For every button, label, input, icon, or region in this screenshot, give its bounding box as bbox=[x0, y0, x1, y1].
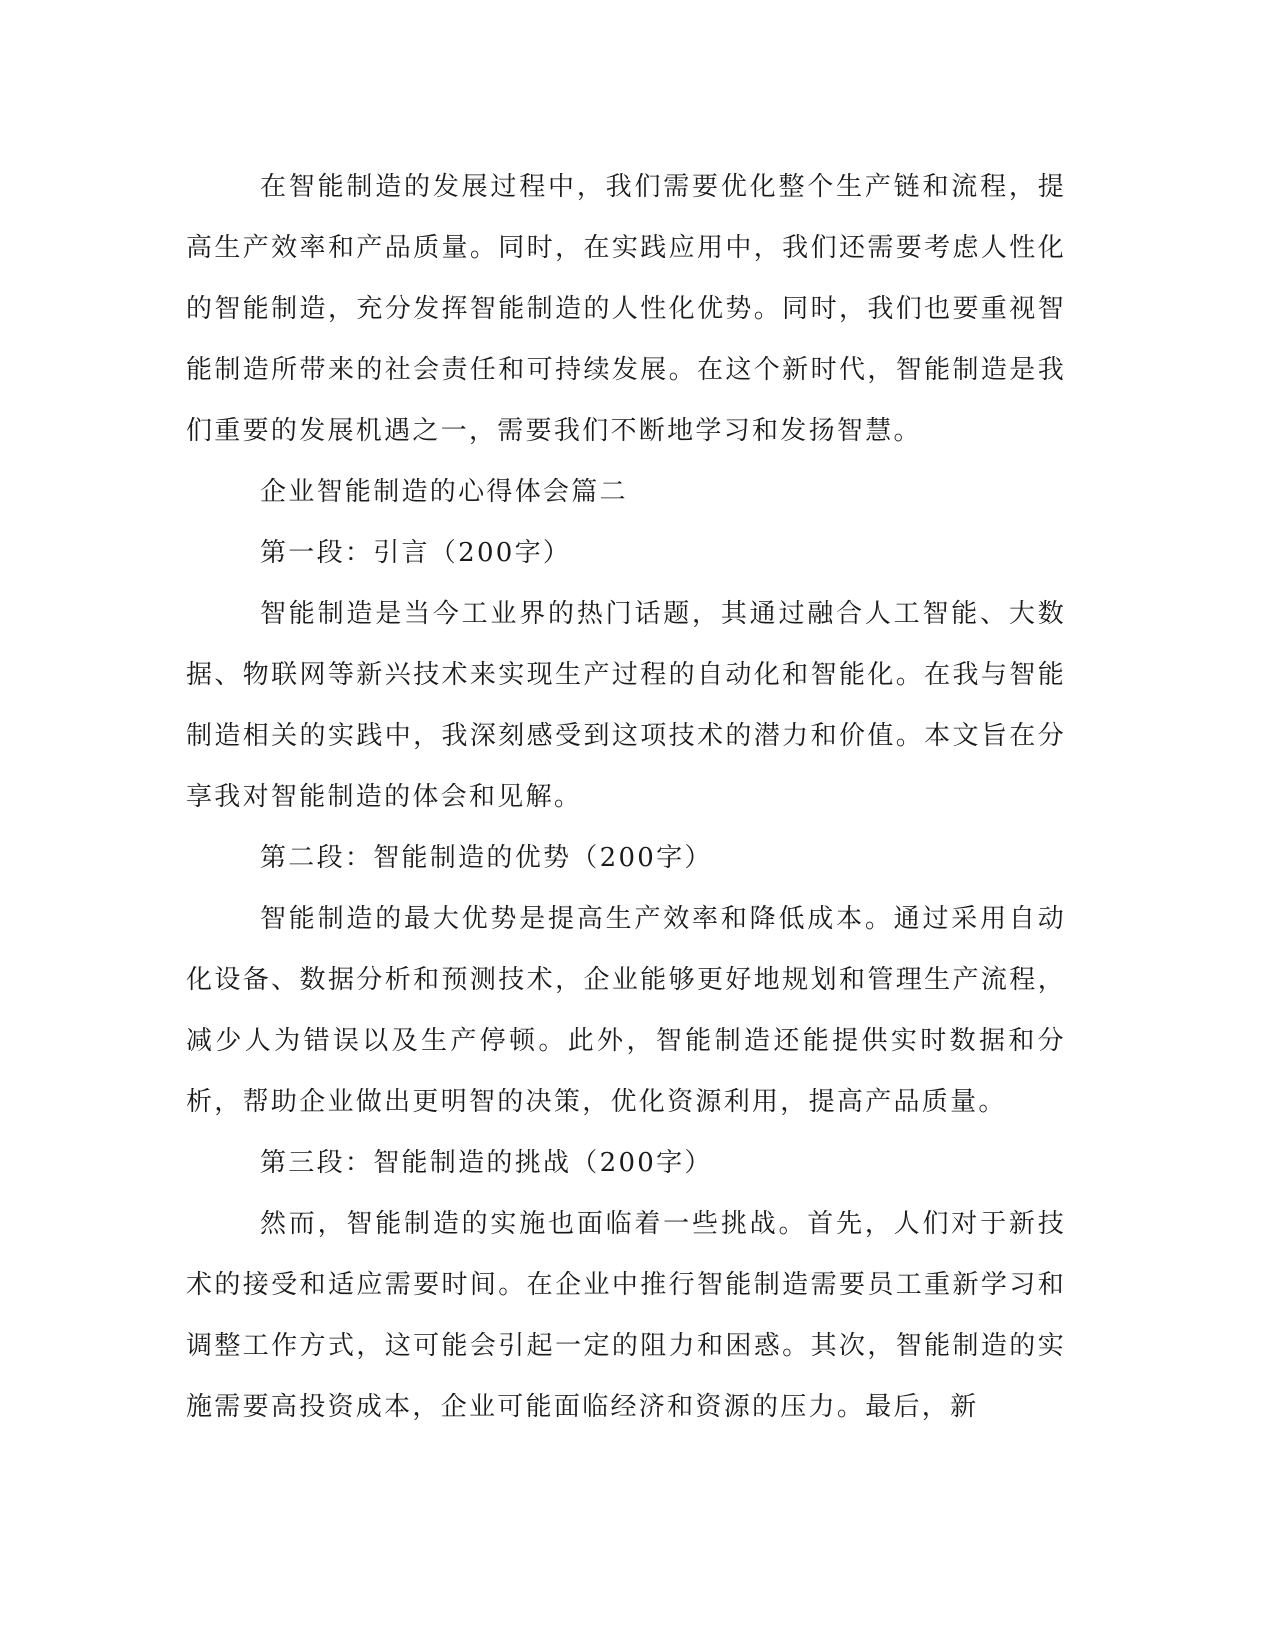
section-heading-1: 第一段：引言（200字） bbox=[260, 538, 572, 568]
section-heading-3: 第三段：智能制造的挑战（200字） bbox=[260, 1148, 713, 1178]
section-title: 企业智能制造的心得体会篇二 bbox=[260, 477, 628, 507]
body-paragraph-3: 智能制造的最大优势是提高生产效率和降低成本。通过采用自动化设备、数据分析和预测技术，企业能够更好地规划和管理生产流程，减少人为错误以及生产停顿。此外，智能制造还能提供实时数据和分析，帮助企业做出更明智的决策，优化资源利用，提高产品质量。 bbox=[186, 904, 1066, 1117]
body-paragraph-2: 智能制造是当今工业界的热门话题，其通过融合人工智能、大数据、物联网等新兴技术来实现生产过程的自动化和智能化。在我与智能制造相关的实践中，我深刻感受到这项技术的潜力和价值。本文旨在分享我对智能制造的体会和见解。 bbox=[186, 599, 1066, 812]
section-heading-2: 第二段：智能制造的优势（200字） bbox=[260, 843, 713, 873]
body-paragraph-1: 在智能制造的发展过程中，我们需要优化整个生产链和流程，提高生产效率和产品质量。同时，在实践应用中，我们还需要考虑人性化的智能制造，充分发挥智能制造的人性化优势。同时，我们也要重视智能制造所带来的社会责任和可持续发展。在这个新时代，智能制造是我们重要的发展机遇之一，需要我们不断地学习和发扬智慧。 bbox=[186, 172, 1066, 446]
document-body bbox=[186, 157, 1066, 1438]
body-paragraph-4: 然而，智能制造的实施也面临着一些挑战。首先，人们对于新技术的接受和适应需要时间。在企业中推行智能制造需要员工重新学习和调整工作方式，这可能会引起一定的阻力和困惑。其次，智能制造的实施需要高投资成本，企业可能面临经济和资源的压力。最后，新 bbox=[186, 1209, 1066, 1422]
